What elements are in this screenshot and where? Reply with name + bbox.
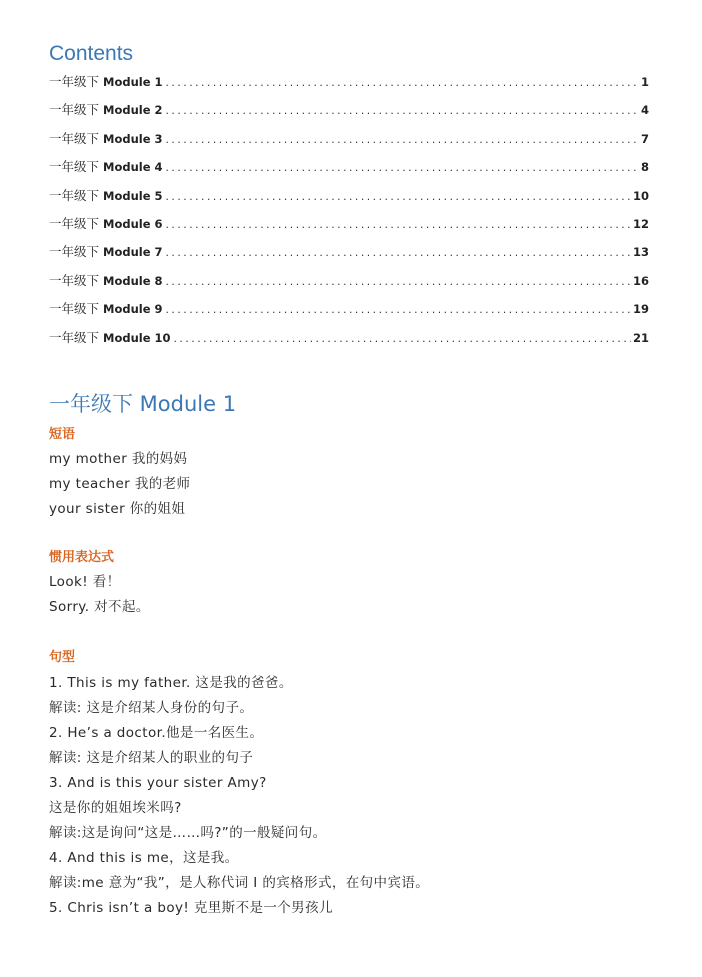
pattern-line: 解读: 这是介绍某人的职业的句子 (49, 750, 254, 766)
phrase-line: your sister 你的姐姐 (49, 501, 186, 517)
toc-page-number: 1 (640, 75, 649, 89)
toc-entry[interactable] (49, 238, 649, 266)
phrase-line: my mother 我的妈妈 (49, 451, 188, 467)
toc-entry[interactable] (49, 324, 649, 352)
expressions-subheading: 惯用表达式 (49, 550, 115, 565)
toc-leader-dots (165, 155, 639, 183)
toc-leader-dots (165, 98, 639, 126)
toc-entry-label: 一年级下 Module 1 (49, 74, 163, 89)
phrases-subheading: 短语 (49, 427, 76, 442)
toc-page-number: 19 (632, 302, 649, 317)
toc-entry[interactable] (49, 125, 649, 153)
toc-page-number: 21 (632, 330, 649, 345)
toc-entry-label: 一年级下 Module 2 (49, 102, 163, 118)
toc-page-number: 8 (640, 160, 649, 175)
toc-entry-label: 一年级下 Module 7 (49, 244, 163, 260)
toc-entry-label: 一年级下 Module 6 (49, 215, 163, 231)
toc-leader-dots (165, 127, 639, 155)
toc-entry[interactable] (49, 210, 649, 238)
toc-entry[interactable] (49, 295, 649, 323)
toc-page-number: 16 (632, 273, 649, 288)
toc-entry-label: 一年级下 Module 5 (49, 187, 163, 203)
phrase-line: my teacher 我的老师 (49, 476, 191, 492)
pattern-line: 1. This is my father. 这是我的爸爸。 (49, 675, 293, 691)
toc-page-number: 13 (632, 245, 649, 260)
pattern-line: 3. And is this your sister Amy? (49, 775, 267, 791)
toc-entry[interactable] (49, 267, 649, 295)
toc-leader-dots (165, 70, 639, 98)
expression-line: Look! 看！ (49, 574, 121, 590)
toc-page-number: 4 (640, 103, 649, 118)
toc-entry[interactable] (49, 153, 649, 181)
pattern-line: 2. He’s a doctor.他是一名医生。 (49, 725, 264, 741)
pattern-line: 这是你的姐姐埃米吗? (49, 800, 182, 816)
toc-entry[interactable] (49, 96, 649, 124)
toc-entry[interactable] (49, 68, 649, 96)
patterns-subheading: 句型 (49, 650, 76, 665)
toc-leader-dots (165, 297, 631, 325)
toc-entry-label: 一年级下 Module 10 (49, 329, 171, 345)
pattern-line: 解读:me 意为“我”，是人称代词 I 的宾格形式，在句中宾语。 (49, 875, 430, 891)
expression-line: Sorry. 对不起。 (49, 599, 150, 615)
toc-entry-label: 一年级下 Module 3 (49, 130, 163, 146)
pattern-line: 解读:这是询问“这是……吗?”的一般疑问句。 (49, 825, 327, 841)
toc-page-number: 12 (632, 216, 649, 231)
pattern-line: 解读: 这是介绍某人身份的句子。 (49, 700, 254, 716)
toc-entry-label: 一年级下 Module 4 (49, 159, 163, 175)
pattern-line: 4. And this is me，这是我。 (49, 850, 239, 866)
toc-leader-dots (165, 240, 631, 268)
toc-entry[interactable] (49, 182, 649, 210)
toc-leader-dots (165, 184, 631, 212)
toc-title: Contents (49, 42, 134, 65)
toc-leader-dots (165, 269, 631, 297)
toc-page-number: 7 (640, 131, 649, 146)
toc-leader-dots (173, 326, 631, 354)
toc-entry-label: 一年级下 Module 9 (49, 301, 163, 317)
toc-leader-dots (165, 212, 631, 240)
section-heading: 一年级下 Module 1 (49, 392, 237, 416)
toc-entry-label: 一年级下 Module 8 (49, 272, 163, 288)
toc-page-number: 10 (632, 188, 649, 203)
pattern-line: 5. Chris isn’t a boy! 克里斯不是一个男孩儿 (49, 900, 333, 916)
table-of-contents (49, 68, 649, 352)
